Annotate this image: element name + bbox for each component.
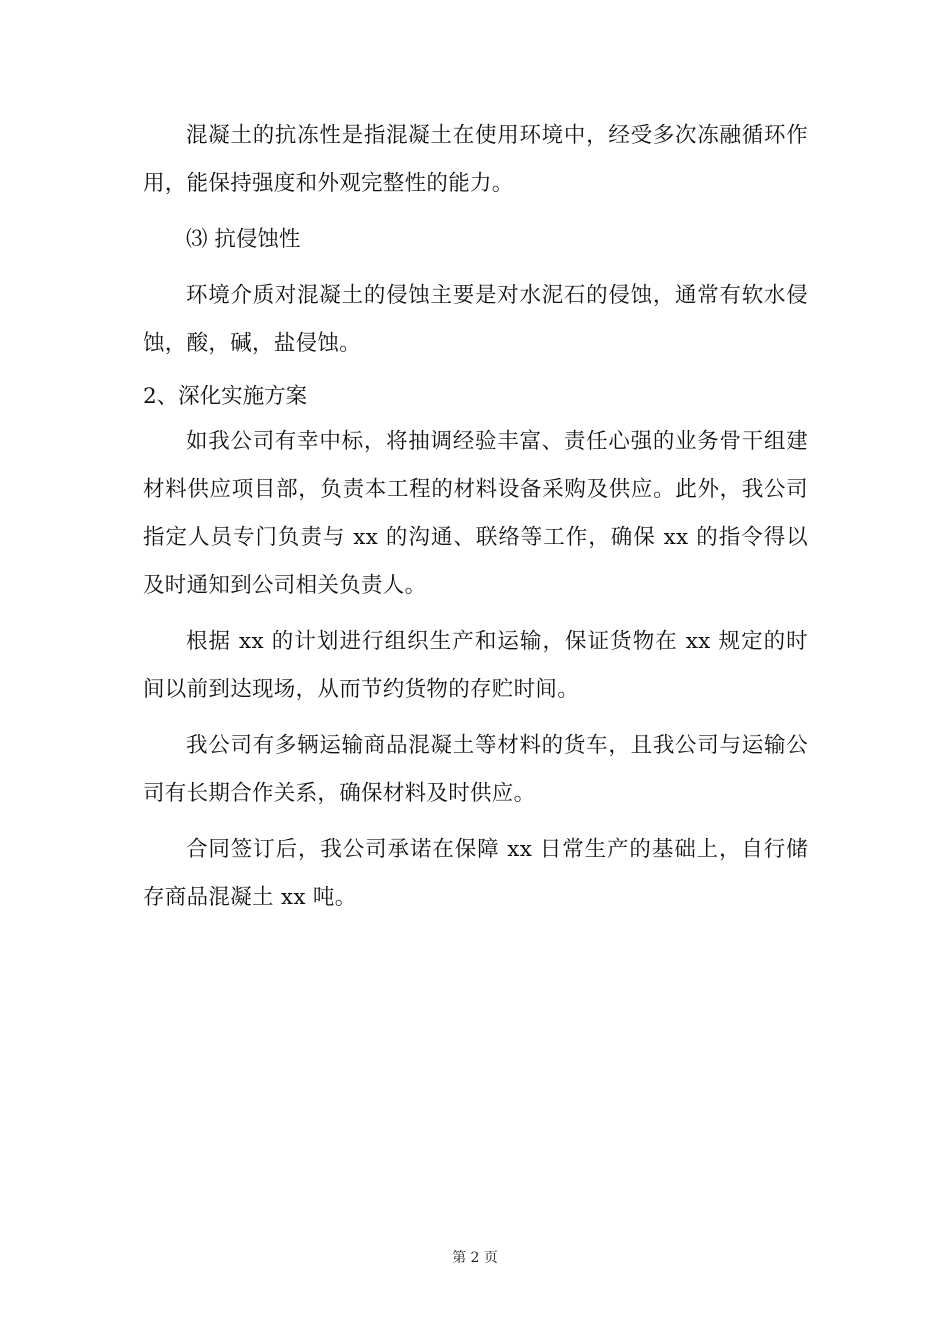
paragraph-frost-resistance: 混凝土的抗冻性是指混凝土在使用环境中，经受多次冻融循环作用，能保持强度和外观完整性的能力。 [143, 123, 808, 196]
paragraph-project-team: 如我公司有幸中标，将抽调经验丰富、责任心强的业务骨干组建材料供应项目部，负责本工程的材料设备采购及供应。此外，我公司指定人员专门负责与 xx 的沟通、联络等工作，确保 xx 的指令得以及时通知到公司相关负责人。 [143, 429, 808, 598]
paragraph-erosion: 环境介质对混凝土的侵蚀主要是对水泥石的侵蚀，通常有软水侵蚀，酸，碱，盐侵蚀。 [143, 283, 808, 356]
paragraph-production-transport: 根据 xx 的计划进行组织生产和运输，保证货物在 xx 规定的时间以前到达现场，从而节约货物的存贮时间。 [143, 629, 808, 702]
paragraph-trucks: 我公司有多辆运输商品混凝土等材料的货车，且我公司与运输公司有长期合作关系，确保材料及时供应。 [143, 733, 808, 806]
subheading-erosion-resistance: ⑶ 抗侵蚀性 [186, 227, 301, 252]
document-body [143, 112, 808, 930]
page-number: 第 2 页 [452, 1250, 498, 1266]
paragraph-storage-commitment: 合同签订后，我公司承诺在保障 xx 日常生产的基础上，自行储存商品混凝土 xx 吨。 [143, 837, 808, 910]
section-heading-implementation-plan: 2、深化实施方案 [143, 384, 308, 409]
